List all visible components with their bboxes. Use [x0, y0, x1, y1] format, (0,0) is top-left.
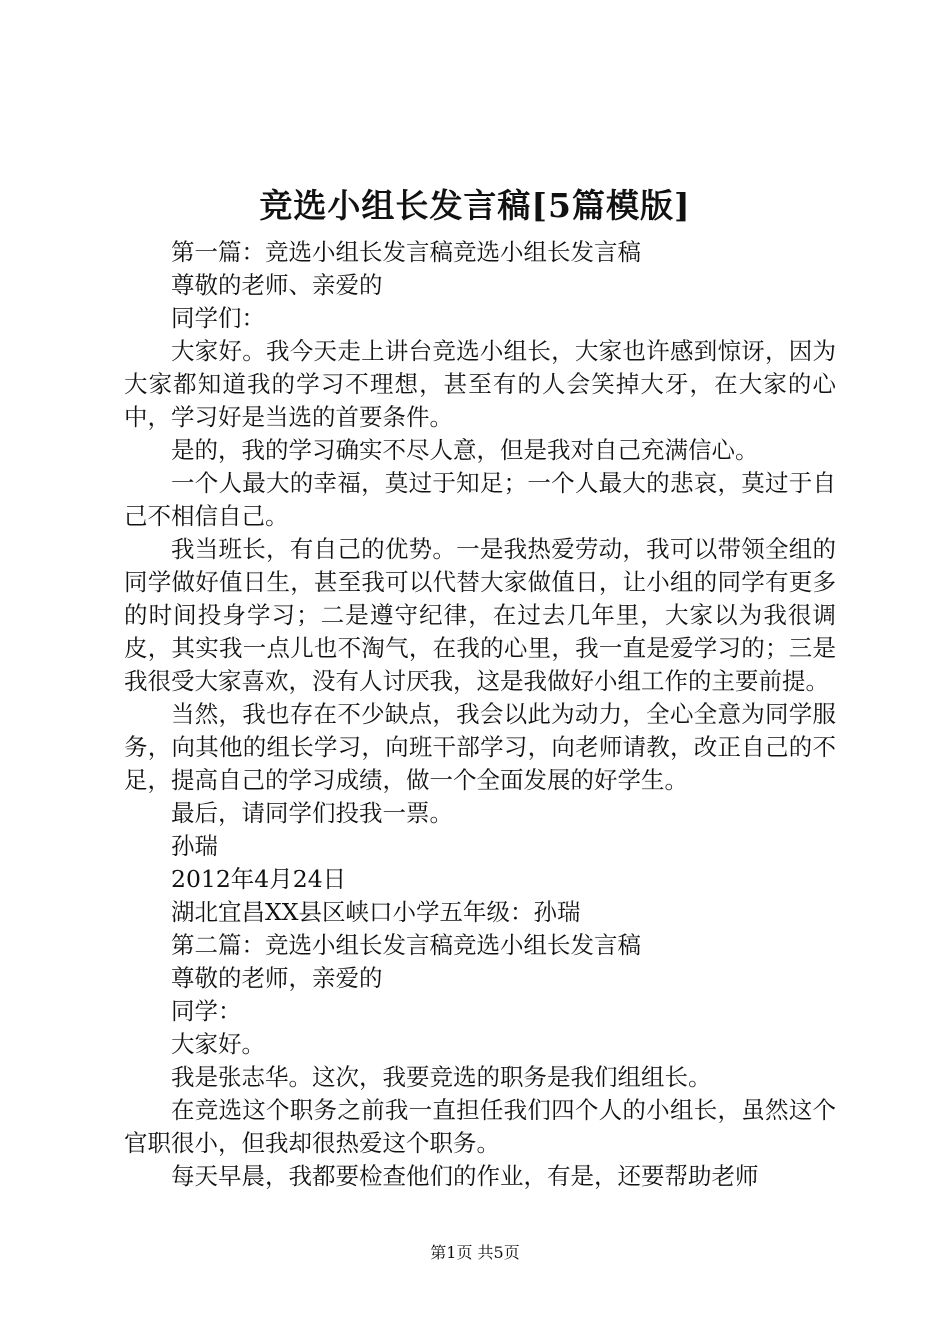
- paragraph: 2012年4月24日: [171, 865, 347, 893]
- paragraph: 在竞选这个职务之前我一直担任我们四个人的小组长，虽然这个官职很小，但我却很热爱这个职务。: [124, 1096, 836, 1157]
- paragraph: 一个人最大的幸福，莫过于知足；一个人最大的悲哀，莫过于自己不相信自己。: [124, 469, 836, 530]
- paragraph: 第一篇：竞选小组长发言稿竞选小组长发言稿: [171, 238, 641, 266]
- paragraph: 每天早晨，我都要检查他们的作业，有是，还要帮助老师: [171, 1162, 759, 1190]
- paragraph: 第二篇：竞选小组长发言稿竞选小组长发言稿: [171, 931, 641, 959]
- paragraph: 同学：: [171, 997, 242, 1025]
- document-body: [124, 236, 836, 1193]
- paragraph: 我当班长，有自己的优势。一是我热爱劳动，我可以带领全组的同学做好值日生，甚至我可以代替大家做值日，让小组的同学有更多的时间投身学习；二是遵守纪律，在过去几年里，大家以为我很调皮，其实我一点儿也不淘气，在我的心里，我一直是爱学习的；三是我很受大家喜欢，没有人讨厌我，这是我做好小组工作的主要前提。: [124, 535, 836, 695]
- paragraph: 当然，我也存在不少缺点，我会以此为动力，全心全意为同学服务，向其他的组长学习，向班干部学习，向老师请教，改正自己的不足，提高自己的学习成绩，做一个全面发展的好学生。: [124, 700, 836, 794]
- paragraph: 尊敬的老师、亲爱的: [171, 271, 383, 299]
- paragraph: 同学们：: [171, 304, 265, 332]
- paragraph: 最后，请同学们投我一票。: [171, 799, 453, 827]
- paragraph: 是的，我的学习确实不尽人意，但是我对自己充满信心。: [171, 436, 759, 464]
- paragraph: 大家好。: [171, 1030, 265, 1058]
- page-footer: 第1页 共5页: [430, 1243, 520, 1262]
- paragraph: 湖北宜昌XX县区峡口小学五年级：孙瑞: [171, 898, 581, 926]
- paragraph: 我是张志华。这次，我要竞选的职务是我们组组长。: [171, 1063, 712, 1091]
- paragraph: 孙瑞: [171, 832, 218, 860]
- paragraph: 尊敬的老师，亲爱的: [171, 964, 383, 992]
- paragraph: 大家好。我今天走上讲台竞选小组长，大家也许感到惊讶，因为大家都知道我的学习不理想，甚至有的人会笑掉大牙，在大家的心中，学习好是当选的首要条件。: [124, 337, 836, 431]
- document-title: 竞选小组长发言稿[5篇模版]: [259, 186, 691, 225]
